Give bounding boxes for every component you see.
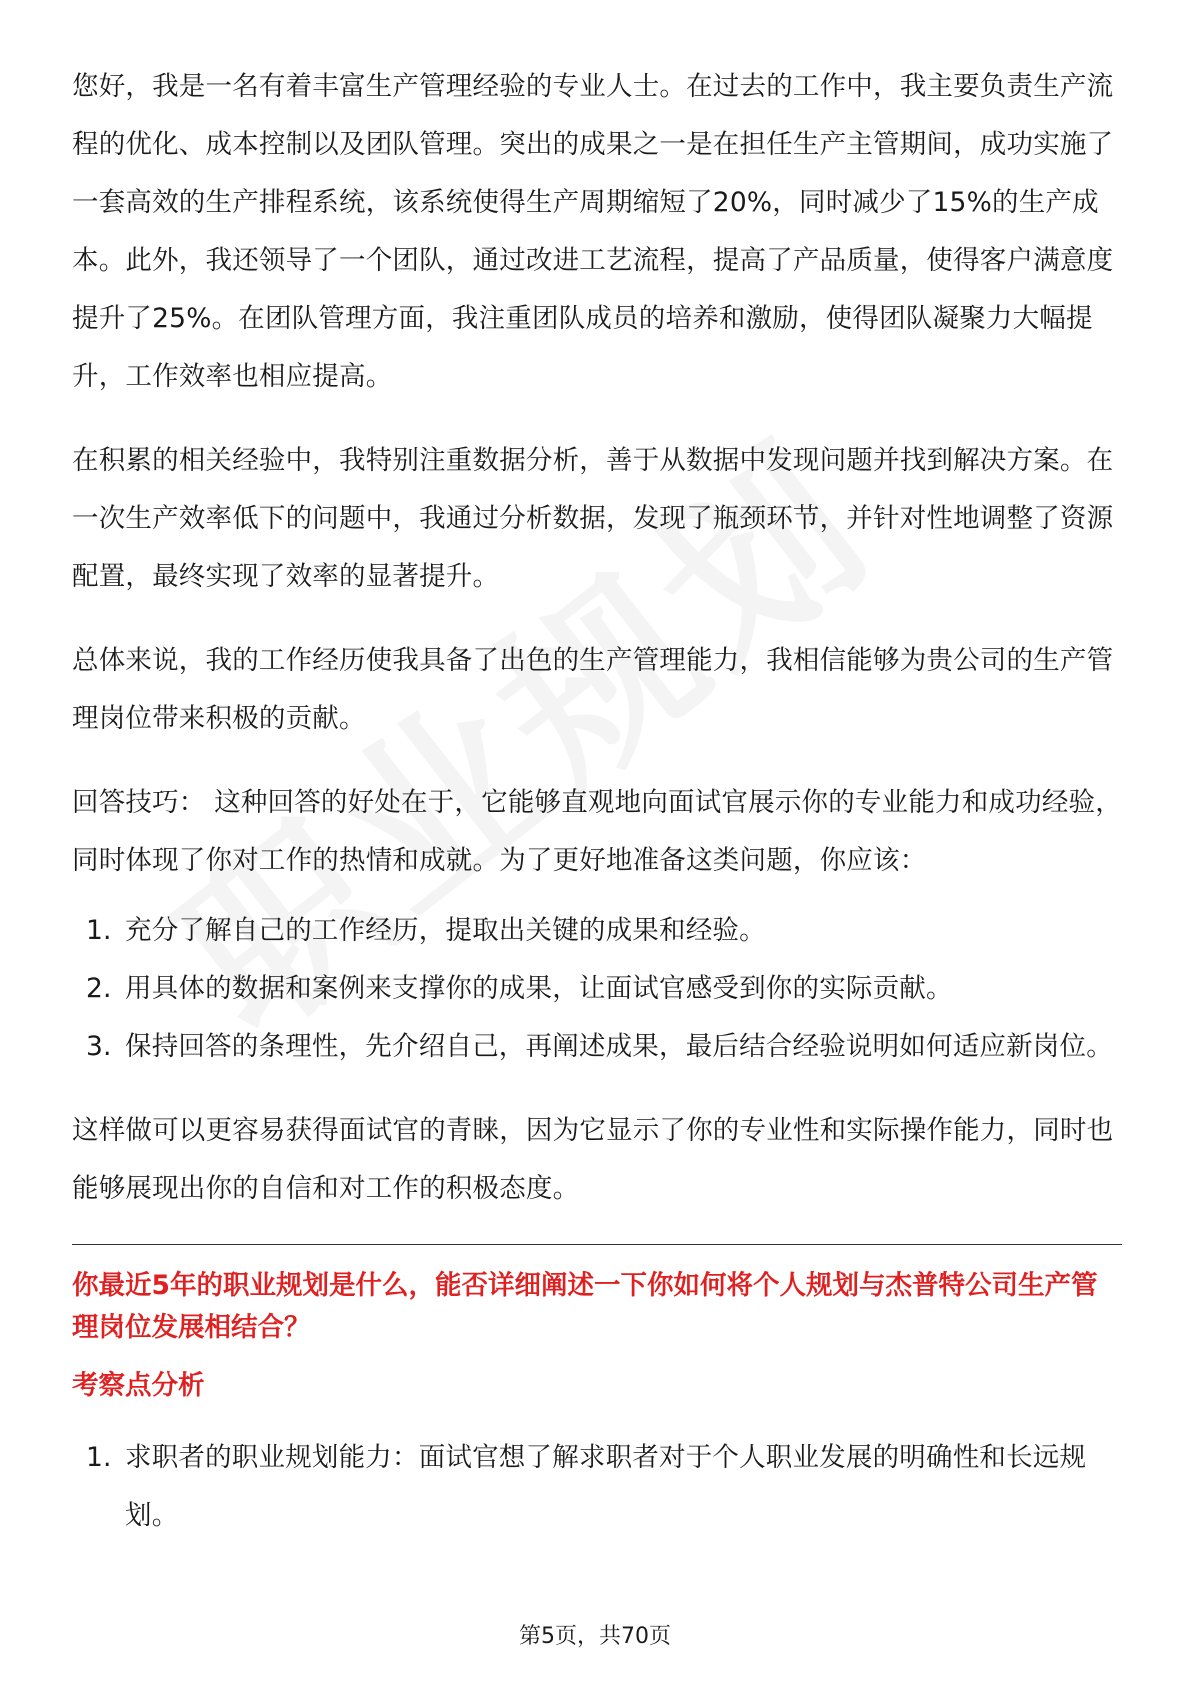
answer-paragraph-1: 您好，我是一名有着丰富生产管理经验的专业人士。在过去的工作中，我主要负责生产流程的优化、成本控制以及团队管理。突出的成果之一是在担任生产主管期间，成功实施了一套高效的生产排程系统，该系统使得生产周期缩短了20%，同时减少了15%的生产成本。此外，我还领导了一个团队，通过改进工艺流程，提高了产品质量，使得客户满意度提升了25%。在团队管理方面，我注重团队成员的培养和激励，使得团队凝聚力大幅提升，工作效率也相应提高。 [72, 71, 1114, 392]
list-number: 2. [86, 973, 112, 1004]
list-number: 3. [86, 1031, 112, 1062]
list-item-text: 充分了解自己的工作经历，提取出关键的成果和经验。 [125, 915, 766, 946]
list-item [72, 1429, 1122, 1545]
analysis-list [72, 1429, 1122, 1545]
list-item [72, 960, 1122, 1018]
list-item-text: 求职者的职业规划能力：面试官想了解求职者对于个人职业发展的明确性和长远规划。 [125, 1442, 1087, 1531]
page-footer: 第5页，共70页 [519, 1624, 671, 1649]
list-number: 1. [86, 915, 112, 946]
tips-list [72, 902, 1122, 1076]
list-item [72, 1018, 1122, 1076]
list-item-text: 用具体的数据和案例来支撑你的成果，让面试官感受到你的实际贡献。 [125, 973, 953, 1004]
interview-question: 你最近5年的职业规划是什么，能否详细阐述一下你如何将个人规划与杰普特公司生产管理岗位发展相结合？ [72, 1270, 1098, 1343]
analysis-heading: 考察点分析 [72, 1370, 205, 1401]
list-item-text: 保持回答的条理性，先介绍自己，再阐述成果，最后结合经验说明如何适应新岗位。 [125, 1031, 1113, 1062]
answer-paragraph-3: 总体来说，我的工作经历使我具备了出色的生产管理能力，我相信能够为贵公司的生产管理岗位带来积极的贡献。 [72, 645, 1114, 734]
closing-paragraph: 这样做可以更容易获得面试官的青睐，因为它显示了你的专业性和实际操作能力，同时也能够展现出你的自信和对工作的积极态度。 [72, 1115, 1114, 1204]
tips-intro-paragraph: 回答技巧： 这种回答的好处在于，它能够直观地向面试官展示你的专业能力和成功经验，同时体现了你对工作的热情和成就。为了更好地准备这类问题，你应该： [72, 787, 1122, 876]
list-item [72, 902, 1122, 960]
page-content [72, 58, 1122, 1571]
section-divider [72, 1244, 1122, 1245]
list-number: 1. [86, 1442, 112, 1473]
answer-paragraph-2: 在积累的相关经验中，我特别注重数据分析，善于从数据中发现问题并找到解决方案。在一次生产效率低下的问题中，我通过分析数据，发现了瓶颈环节，并针对性地调整了资源配置，最终实现了效率的显著提升。 [72, 445, 1114, 592]
